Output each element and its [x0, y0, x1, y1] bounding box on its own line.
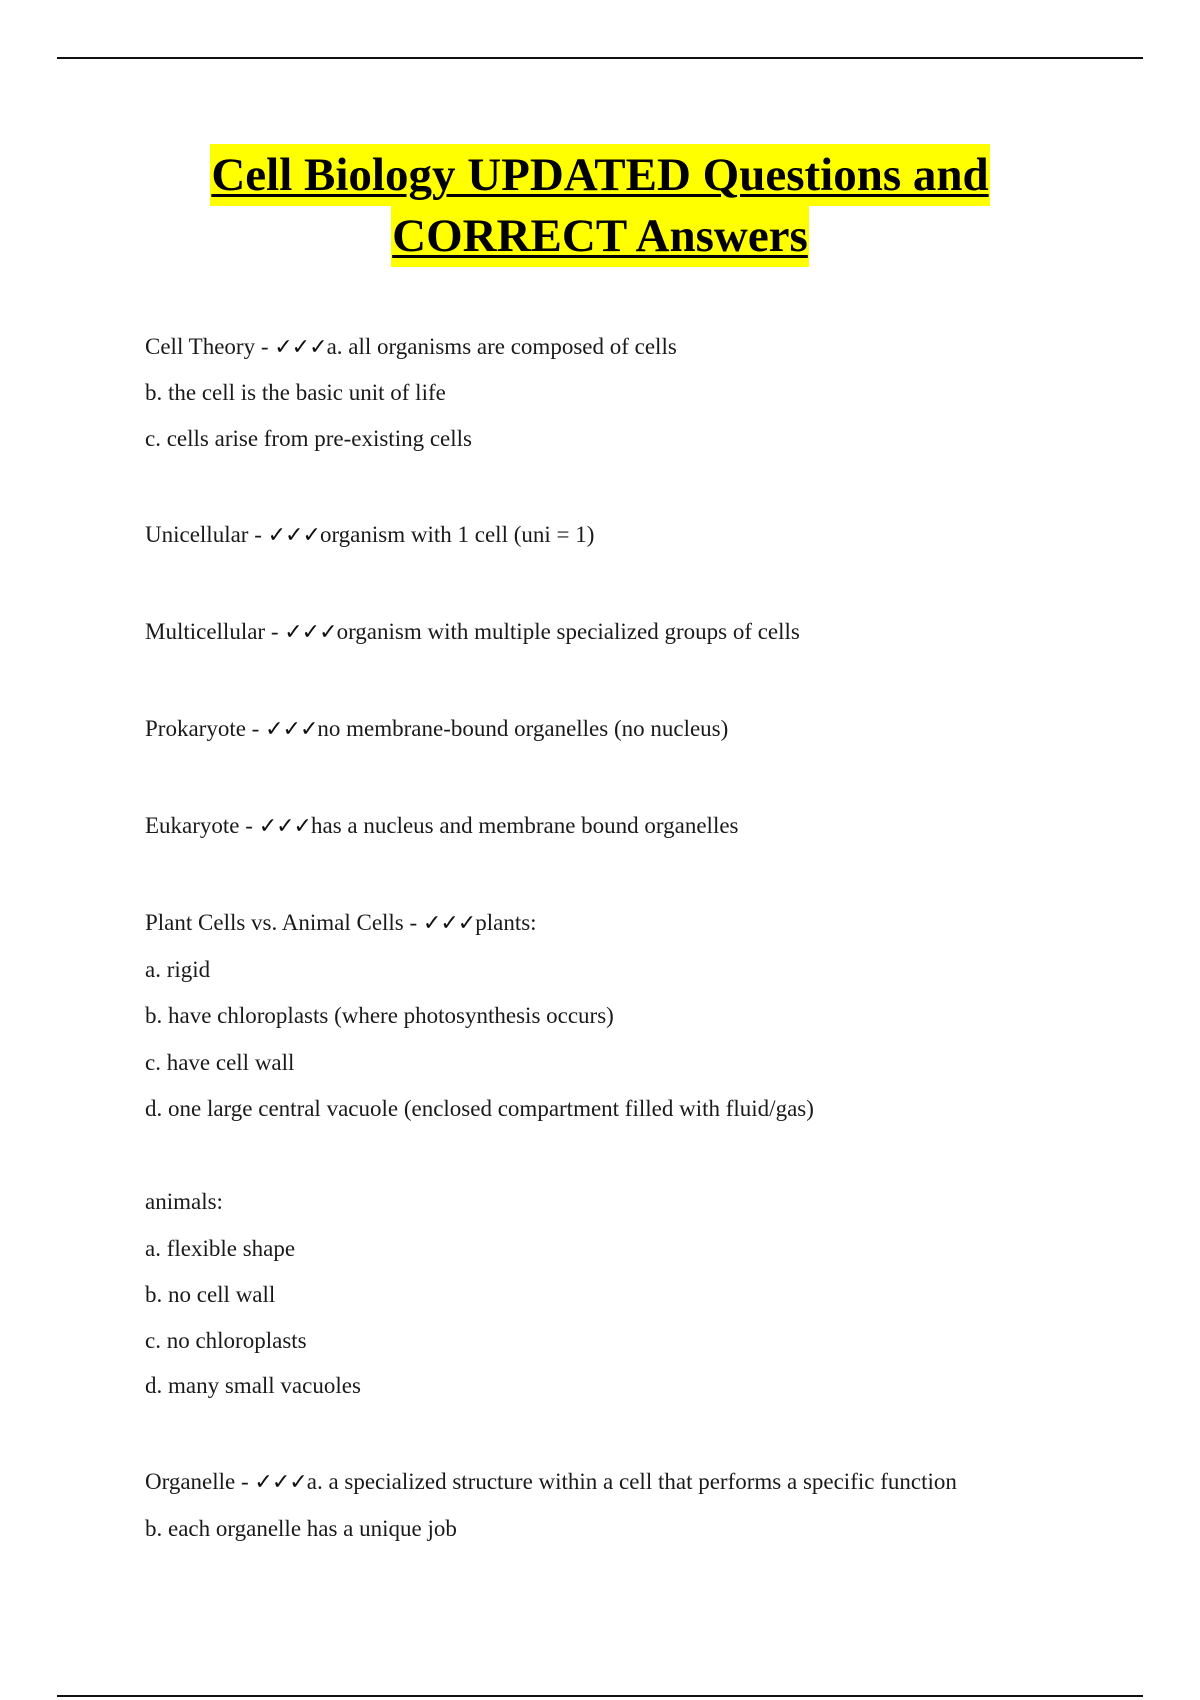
answer-line: b. the cell is the basic unit of life — [145, 380, 446, 405]
check-marks-icon: ✓✓✓ — [284, 620, 337, 645]
term: Unicellular - — [145, 522, 268, 547]
footer-rule — [57, 1695, 1143, 1697]
term: Organelle - — [145, 1469, 255, 1494]
term: Eukaryote - — [145, 813, 259, 838]
answer-line: d. one large central vacuole (enclosed compartment filled with fluid/gas) — [145, 1096, 814, 1121]
answer-line: c. have cell wall — [145, 1050, 295, 1075]
entry-multicellular — [145, 617, 800, 648]
check-marks-icon: ✓✓✓ — [254, 1470, 307, 1495]
answer-line: c. cells arise from pre-existing cells — [145, 426, 472, 451]
answer-line: a. rigid — [145, 957, 211, 982]
answer: organism with 1 cell (uni = 1) — [319, 522, 595, 547]
title-line-1: Cell Biology UPDATED Questions and — [210, 144, 989, 206]
term: Multicellular - — [145, 619, 285, 644]
term: Plant Cells vs. Animal Cells - — [145, 910, 423, 935]
answer: plants: — [475, 910, 537, 935]
check-marks-icon: ✓✓✓ — [265, 717, 318, 742]
answer-line: b. each organelle has a unique job — [145, 1516, 457, 1541]
entry-eukaryote — [145, 811, 739, 842]
check-marks-icon: ✓✓✓ — [274, 335, 327, 360]
answer-line: c. no chloroplasts — [145, 1328, 307, 1353]
answer-line: a. flexible shape — [145, 1236, 296, 1261]
answer: a. all organisms are composed of cells — [326, 334, 677, 359]
entry-plant-vs-animal-cells — [145, 908, 537, 939]
header-rule — [57, 57, 1143, 59]
answer-line: d. many small vacuoles — [145, 1373, 361, 1398]
title-line-2: CORRECT Answers — [391, 205, 809, 267]
answer: no membrane-bound organelles (no nucleus) — [317, 716, 729, 741]
check-marks-icon: ✓✓✓ — [422, 911, 476, 936]
answer-line: b. have chloroplasts (where photosynthesis occurs) — [145, 1003, 614, 1028]
entry-organelle — [145, 1467, 957, 1498]
answer-line: b. no cell wall — [145, 1282, 276, 1307]
entry-cell-theory — [145, 332, 677, 363]
answer: a. a specialized structure within a cell that performs a specific function — [306, 1469, 957, 1494]
answer-line: animals: — [145, 1189, 223, 1214]
term: Cell Theory - — [145, 334, 275, 359]
document-title — [0, 144, 1200, 266]
entry-prokaryote — [145, 714, 728, 745]
entry-unicellular — [145, 520, 594, 551]
answer: has a nucleus and membrane bound organelles — [311, 813, 739, 838]
check-marks-icon: ✓✓✓ — [258, 814, 311, 839]
term: Prokaryote - — [145, 716, 266, 741]
check-marks-icon: ✓✓✓ — [267, 523, 320, 548]
answer: organism with multiple specialized groups of cells — [336, 619, 800, 644]
